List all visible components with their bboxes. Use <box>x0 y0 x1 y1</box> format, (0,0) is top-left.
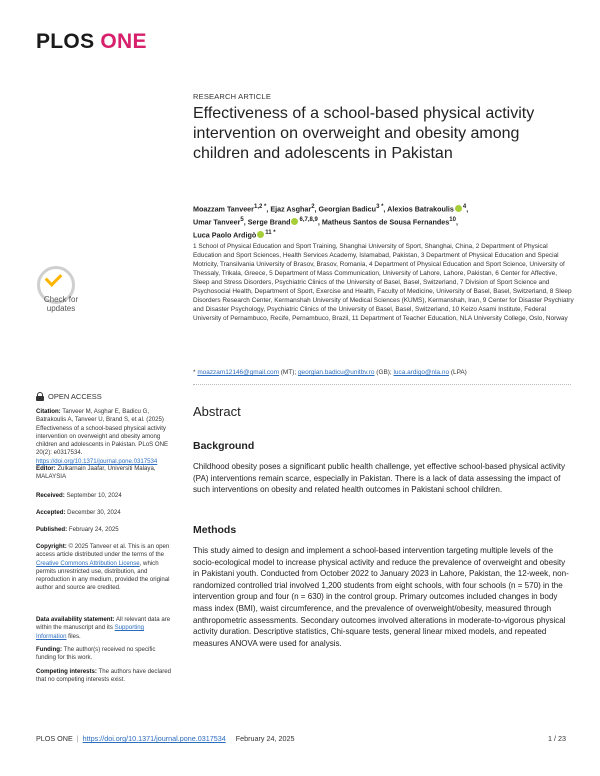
data-availability-block <box>36 616 176 641</box>
page-number: 1 / 23 <box>548 734 566 743</box>
accepted-block <box>36 509 176 517</box>
author-name[interactable]: , Serge Brand <box>243 217 291 227</box>
copyright-block <box>36 543 176 593</box>
open-access-text: OPEN ACCESS <box>48 392 102 401</box>
journal-logo[interactable] <box>36 30 147 54</box>
footer-doi-link[interactable]: https://doi.org/10.1371/journal.pone.0317534 <box>82 734 226 743</box>
citation-text: Tanveer M, Asghar E, Badicu G, Batrakoulis A, Tanveer U, Brand S, et al. (2025) Effectiveness of a school-based physical activity intervention on overweight and obesity among children and adolescents in Pakistan. PLoS ONE 20(2): e0317534. <box>36 408 169 457</box>
accepted-label: Accepted: <box>36 509 66 516</box>
orcid-icon[interactable] <box>291 218 298 225</box>
data-availability-text-2: files. <box>66 632 81 640</box>
footer-journal: PLOS ONE <box>36 734 73 743</box>
footer-date: February 24, 2025 <box>235 734 295 743</box>
page-footer <box>36 734 566 743</box>
check-updates-line2: updates <box>46 304 76 313</box>
author-name[interactable]: Umar Tanveer <box>193 217 241 227</box>
email-initials: (GB); <box>374 369 394 376</box>
email-initials: (MT); <box>279 369 298 376</box>
author-affiliation-marker: 11 * <box>265 229 276 236</box>
abstract-heading: Abstract <box>193 404 241 419</box>
background-heading: Background <box>193 440 255 452</box>
published-label: Published: <box>36 526 68 533</box>
competing-interests-block <box>36 668 176 685</box>
editor-block <box>36 465 176 482</box>
published-text: February 24, 2025 <box>67 526 119 533</box>
received-block <box>36 492 176 500</box>
editor-label: Editor: <box>36 465 56 472</box>
author-affiliation-marker: 1,2 * <box>253 204 267 210</box>
article-type: RESEARCH ARTICLE <box>193 92 272 101</box>
methods-paragraph: This study aimed to design and implement a school-based intervention targeting multiple levels of the socio-ecological model to increase physical activity and reduce the prevalence of overweight and obesity in Pakistani youth. Conducted from October 2022 to January 2023 in Lahore, Pakistan, the 12-week, non-randomized controlled trial involved 1,200 students from eight schools, with four schools (n = 570) in the intervention group and four (n = 630) in the control group. Primary outcomes included changes in body mass index (BMI), waist circumference, and the prevalence of overweight/obesity, measured through anthropometric assessments. Secondary outcomes involved alterations in moderate-to-vigorous physical activity duration. Descriptive statistics, Chi-square tests, general linear mixed models, and repeated measures ANOVA were used for analysis. <box>193 546 569 648</box>
funding-label: Funding: <box>36 646 63 653</box>
email-initials: (LPA) <box>449 369 467 376</box>
author-separator: , <box>455 217 458 227</box>
email-link[interactable]: moazzam12146@gmail.com <box>197 369 279 376</box>
email-link[interactable]: luca.ardigo@nla.no <box>393 369 450 376</box>
author-affiliation-marker: 2 <box>311 204 315 210</box>
open-lock-icon <box>36 392 44 401</box>
citation-doi-link[interactable]: https://doi.org/10.1371/journal.pone.0317534 <box>36 457 158 465</box>
data-availability-label: Data availability statement: <box>36 616 115 623</box>
author-affiliation-marker: 5 <box>240 216 244 223</box>
corresponding-emails <box>193 368 571 377</box>
author-affiliation-marker: 6,7,8,9 <box>299 216 318 223</box>
editor-text: Zulkarnain Jaafar, Universiti Malaya, MALAYSIA <box>36 465 156 481</box>
check-updates-label <box>36 295 86 313</box>
author-affiliation-marker: 10 <box>449 216 456 223</box>
author-affiliation-marker: 4 <box>462 204 467 210</box>
background-paragraph: Childhood obesity poses a significant public health challenge, yet effective school-based physical activity (PA) interventions remain scarce, especially in Pakistan. There is a lack of data assessing the impact of such interventions on obesity and related health outcomes in Pakistani school children. <box>193 462 566 495</box>
email-link[interactable]: georgian.badicu@unitbv.ro <box>297 369 375 376</box>
email-star: * <box>193 369 196 376</box>
received-text: September 10, 2024 <box>64 492 122 499</box>
methods-heading: Methods <box>193 524 237 536</box>
check-updates-line1: Check for <box>43 295 79 304</box>
orcid-icon[interactable] <box>257 231 264 238</box>
orcid-icon[interactable] <box>455 205 462 212</box>
citation-block <box>36 408 176 466</box>
funding-text: The author(s) received no specific funding for this work. <box>36 646 156 662</box>
accepted-text: December 30, 2024 <box>65 509 121 516</box>
footer-separator: | <box>76 734 79 743</box>
author-name[interactable]: Moazzam Tanveer <box>193 204 254 214</box>
copyright-text: © 2025 Tanveer et al. This is an open access article distributed under the terms of the <box>36 543 170 559</box>
supporting-info-link[interactable]: Supporting Information <box>36 624 145 640</box>
author-separator: , <box>466 204 469 214</box>
author-affiliation-marker: 3 * <box>376 204 384 210</box>
open-access-label <box>36 392 102 401</box>
author-name[interactable]: , Georgian Badicu <box>314 204 377 214</box>
copyright-text-2: , which permits unrestricted use, distribution, and reproduction in any medium, provided the original author and source are credited. <box>36 559 170 592</box>
funding-block <box>36 646 176 663</box>
copyright-label: Copyright: <box>36 543 67 550</box>
competing-interests-text: The authors have declared that no competing interests exist. <box>36 668 172 684</box>
competing-interests-label: Competing interests: <box>36 668 97 675</box>
article-title: Effectiveness of a school-based physical activity intervention on overweight and obesity among children and adolescents in Pakistan <box>193 105 535 162</box>
received-label: Received: <box>36 492 65 499</box>
data-availability-text: All relevant data are within the manuscript and its <box>36 616 171 632</box>
published-block <box>36 526 176 534</box>
author-name[interactable]: , Alexios Batrakoulis <box>383 204 454 214</box>
affiliations: 1 School of Physical Education and Sport Training, Shanghai University of Sport, Shanghai, China, 2 Department of Physical Education and Sport Sciences, Health Services Academy, Islamabad, Pakistan, 3 Department of Physical Education and Special Motricity, Transilvania University of Brasov, Brasov, Romania, 4 Department of Physical Education and Sport Science, University of Thessaly, Trikala, Greece, 5 Department of Mass Communication, University of Lahore, Lahore, Pakistan, 6 Center for Affective, Sleep and Stress Disorders, Psychiatric Clinics of the University of Basel, Basel, Switzerland, 7 Division of Sport Science and Psychosocial Health, Department of Sport, Exercise and Health, Faculty of Medicine, University of Basel, Basel, Switzerland, 8 Sleep Disorders Research Center, Kermanshah University of Medical Sciences (KUMS), Kermanshah, Iran, 9 Center for Disaster Psychiatry and Disaster Psychology, Psychiatric Clinics of the University of Basel, Basel, Switzerland, 10 Keizo Asami Institute, Federal University of Pernambuco, Recife, Pernambuco, Brazil, 11 Department of Teacher Education, NLA University College, Oslo, Norway <box>193 243 574 322</box>
author-name[interactable]: , Matheus Santos de Sousa Fernandes <box>317 217 450 227</box>
logo-one: ONE <box>100 30 147 53</box>
citation-label: Citation: <box>36 408 61 415</box>
author-list <box>193 202 571 241</box>
logo-plos: PLOS <box>36 30 95 53</box>
author-name[interactable]: Luca Paolo Ardigò <box>193 230 257 240</box>
license-link[interactable]: Creative Commons Attribution License <box>36 559 140 567</box>
check-for-updates-badge[interactable] <box>36 266 79 316</box>
divider <box>193 384 571 385</box>
author-name[interactable]: , Ejaz Asghar <box>266 204 312 214</box>
